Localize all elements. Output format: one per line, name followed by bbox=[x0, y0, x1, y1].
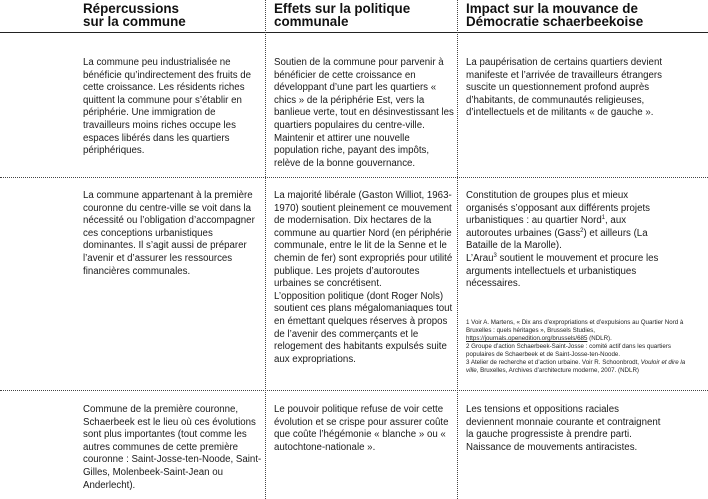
table-cell: Les tensions et oppositions raciales deviennent monnaie courante et contraignent la gauche progressiste à prendre parti. Naissance de mouvements antiracistes. bbox=[466, 404, 661, 453]
header-line: communale bbox=[274, 14, 349, 29]
table-cell bbox=[274, 190, 454, 366]
header-rule bbox=[0, 32, 708, 33]
header-line: Répercussions bbox=[83, 1, 180, 16]
header-line: Effets sur la politique bbox=[274, 1, 411, 16]
text-run: L’Arau bbox=[466, 252, 494, 264]
footnote-ref: 2 bbox=[580, 227, 584, 234]
book-title: Vouloir et dire la ville bbox=[466, 359, 686, 374]
column-divider bbox=[457, 0, 458, 499]
footnote-text: (NDLR). bbox=[587, 335, 612, 342]
header-line: sur la commune bbox=[83, 14, 186, 29]
paragraph bbox=[466, 253, 666, 291]
footnote-2: 2 Groupe d’action Schaerbeek-Saint-Josse : comité actif dans les quartiers populaires de Schaerbeek et de Saint-Josse-ten-Noode. bbox=[466, 343, 671, 358]
table-cell: Le pouvoir politique refuse de voir cette évolution et se crispe pour assurer coûte que coûte l’hégémonie « blanche » ou « autochtone-nationale ». bbox=[274, 404, 449, 453]
table-cell: La commune peu industrialisée ne bénéficie qu’indirectement des fruits de cette croissance. Les résidents riches quittent la commune pour s’établir en périphérie. Une immigration de travailleurs moins riches occupe les espaces libérés dans les quartiers périphériques. bbox=[83, 57, 252, 157]
table-cell: Soutien de la commune pour parvenir à bénéficier de cette croissance en développant d’une part les quartiers « chics » de la périphérie Est, vers la banlieue verte, tout en désinvestissant les quartiers populaires du centre-ville. Maintenir et attirer une nouvelle population riche, payant des impôts, relève de la bonne gouvernance. bbox=[274, 57, 454, 169]
row-divider bbox=[0, 390, 708, 391]
footnote-ref: 3 bbox=[493, 252, 497, 259]
column-header-impact bbox=[466, 2, 643, 28]
text-run: Constitution de groupes plus et mieux organisés s’opposant aux différents projets urbanistiques : au quartier Nord bbox=[466, 190, 650, 227]
paragraph: L’opposition politique (dont Roger Nols) soutient ces plans mégalomaniaques tout en émettant quelques réserves à propos de l’avenir des commerçants et le relogement des habitants expulsés suite aux expropriations. bbox=[274, 290, 453, 365]
header-line: Démocratie schaerbeekoise bbox=[466, 14, 644, 29]
footnote-link[interactable]: https://journals.openedition.org/brussels/685 bbox=[466, 335, 588, 342]
text-run: soutient le mouvement et procure les arguments intellectuels et urbanistiques nécessaires. bbox=[466, 252, 659, 290]
footnote-text: 3 Atelier de recherche et d’action urbaine. Voir R. Schoonbrodt, bbox=[466, 359, 641, 366]
text-run: ) et ailleurs (La Bataille de la Marolle). bbox=[466, 227, 648, 252]
footnotes bbox=[466, 319, 688, 375]
table-cell bbox=[466, 190, 666, 291]
table-cell: Commune de la première couronne, Schaerbeek est le lieu où ces évolutions sont plus importantes (tout comme les autres communes de cette première couronne : Saint-Josse-ten-Noode, Saint-Gilles, Molenbeek-Saint-Jean ou Anderlecht). bbox=[83, 404, 262, 491]
paragraph: La majorité libérale (Gaston Williot, 1963-1970) soutient pleinement ce mouvement de modernisation. Dix hectares de la commune au quartier Nord (en périphérie communale, entre le lit de la Senne et le chemin de fer) sont expropriés pour utilité publique. Les projets d’autoroutes urbaines se concrétisent. bbox=[274, 190, 453, 290]
table-cell: La paupérisation de certains quartiers devient manifeste et l’arrivée de travailleurs étrangers suscite un questionnement profond auprès d’habitants, de communautés religieuses, d’intellectuels et de militants « de gauche ». bbox=[466, 57, 663, 119]
text-run: , aux autoroutes urbaines (Gass bbox=[466, 215, 627, 239]
header-line: Impact sur la mouvance de bbox=[466, 1, 638, 16]
paragraph bbox=[466, 190, 666, 253]
footnote-text: , Bruxelles, Archives d’architecture moderne, 2007. (NDLR) bbox=[476, 367, 639, 374]
footnote-3 bbox=[466, 359, 688, 375]
footnote-text: 1 Voir A. Martens, « Dix ans d’expropriations et d’expulsions au Quartier Nord à Bruxelles : quels héritages », Brussels Studies, bbox=[466, 319, 684, 334]
footnote-1 bbox=[466, 319, 688, 343]
column-header-effets bbox=[274, 2, 410, 28]
column-header-repercussions bbox=[83, 2, 186, 28]
row-divider bbox=[0, 177, 708, 178]
table-cell: La commune appartenant à la première couronne du centre-ville se voit dans la nécessité ou l’obligation d’accompagner ces conceptions urbanistiques dominantes. Il s’agit aussi de préparer l’avenir et d’assurer les ressources financières communales. bbox=[83, 190, 255, 277]
column-divider bbox=[265, 0, 266, 499]
footnote-ref: 1 bbox=[601, 214, 606, 221]
